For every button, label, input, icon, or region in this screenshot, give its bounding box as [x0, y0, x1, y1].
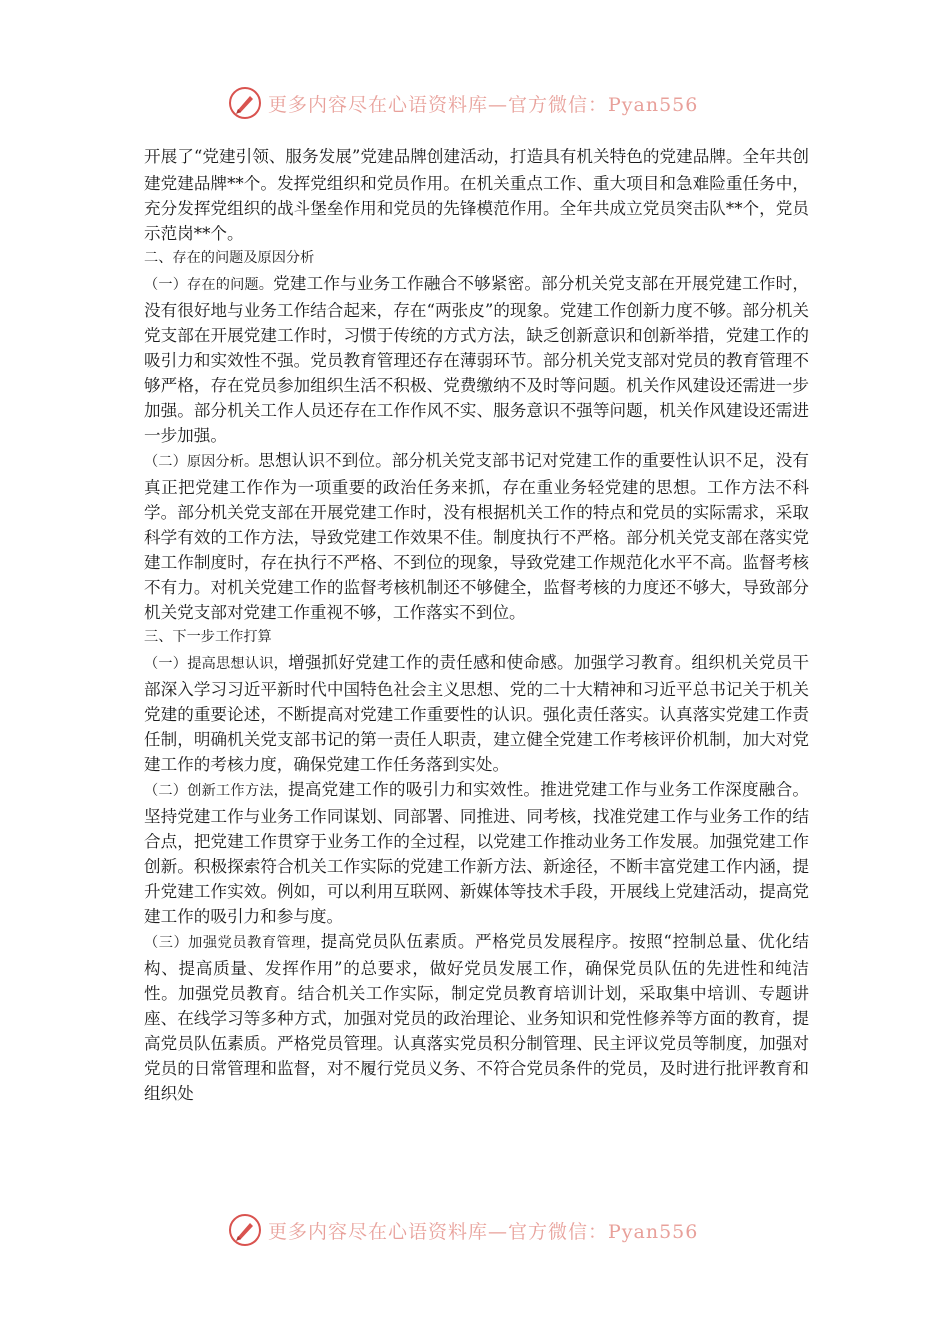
- document-body: [144, 144, 809, 1106]
- section-heading: 二、存在的问题及原因分析: [144, 250, 315, 266]
- paragraph: （二）原因分析。思想认识不到位。部分机关党支部书记对党建工作的重要性认识不足，没有真正把党建工作作为一项重要的政治任务来抓，存在重业务轻党建的思想。工作方法不科学。部分机关党支部在开展党建工作时，没有根据机关工作的特点和党员的实际需求，采取科学有效的工作方法，导致党建工作效果不佳。制度执行不严格。部分机关党支部在落实党建工作制度时，存在执行不严格、不到位的现象，导致党建工作规范化水平不高。监督考核不有力。对机关党建工作的监督考核机制还不够健全，监督考核的力度还不够大，导致部分机关党支部对党建工作重视不够，工作落实不到位。: [144, 451, 809, 622]
- paragraph: （三）加强党员教育管理，提高党员队伍素质。严格党员发展程序。按照“控制总量、优化结构、提高质量、发挥作用”的总要求，做好党员发展工作，确保党员队伍的先进性和纯洁性。加强党员教育。结合机关工作实际，制定党员教育培训计划，采取集中培训、专题讲座、在线学习等多种方式，加强对党员的政治理论、业务知识和党性修养等方面的教育，提高党员队伍素质。严格党员管理。认真落实党员积分制管理、民主评议党员等制度，加强对党员的日常管理和监督，对不履行党员义务、不符合党员条件的党员，及时进行批评教育和组织处: [144, 932, 809, 1103]
- footer-watermark: [228, 1213, 728, 1247]
- paragraph: 开展了“党建引领、服务发展”党建品牌创建活动，打造具有机关特色的党建品牌。全年共创建党建品牌**个。发挥党组织和党员作用。在机关重点工作、重大项目和急难险重任务中，充分发挥党组织的战斗堡垒作用和党员的先锋模范作用。全年共成立党员突击队**个，党员示范岗**个。: [144, 147, 809, 243]
- section-heading: 三、下一步工作打算: [144, 629, 272, 645]
- paragraph: （二）创新工作方法，提高党建工作的吸引力和实效性。推进党建工作与业务工作深度融合。坚持党建工作与业务工作同谋划、同部署、同推进、同考核，找准党建工作与业务工作的结合点，把党建工作贯穿于业务工作的全过程，以党建工作推动业务工作发展。加强党建工作创新。积极探索符合机关工作实际的党建工作新方法、新途径，不断丰富党建工作内涵，提升党建工作实效。例如，可以利用互联网、新媒体等技术手段，开展线上党建活动，提高党建工作的吸引力和参与度。: [144, 780, 809, 926]
- banner-text: 更多内容尽在心语资料库—官方微信：Pyan556: [268, 93, 699, 116]
- pen-logo-icon: [228, 86, 262, 120]
- header-watermark: [228, 86, 728, 120]
- paragraph: （一）存在的问题。党建工作与业务工作融合不够紧密。部分机关党支部在开展党建工作时，没有很好地与业务工作结合起来，存在“两张皮”的现象。党建工作创新力度不够。部分机关党支部在开展党建工作时，习惯于传统的方式方法，缺乏创新意识和创新举措，党建工作的吸引力和实效性不强。党员教育管理还存在薄弱环节。部分机关党支部对党员的教育管理不够严格，存在党员参加组织生活不积极、党费缴纳不及时等问题。机关作风建设还需进一步加强。部分机关工作人员还存在工作作风不实、服务意识不强等问题，机关作风建设还需进一步加强。: [144, 274, 809, 445]
- paragraph: （一）提高思想认识，增强抓好党建工作的责任感和使命感。加强学习教育。组织机关党员干部深入学习习近平新时代中国特色社会主义思想、党的二十大精神和习近平总书记关于机关党建的重要论述，不断提高对党建工作重要性的认识。强化责任落实。认真落实党建工作责任制，明确机关党支部书记的第一责任人职责，建立健全党建工作考核评价机制，加大对党建工作的考核力度，确保党建工作任务落到实处。: [144, 653, 809, 774]
- pen-logo-icon: [228, 1213, 262, 1247]
- banner-text: 更多内容尽在心语资料库—官方微信：Pyan556: [268, 1220, 699, 1243]
